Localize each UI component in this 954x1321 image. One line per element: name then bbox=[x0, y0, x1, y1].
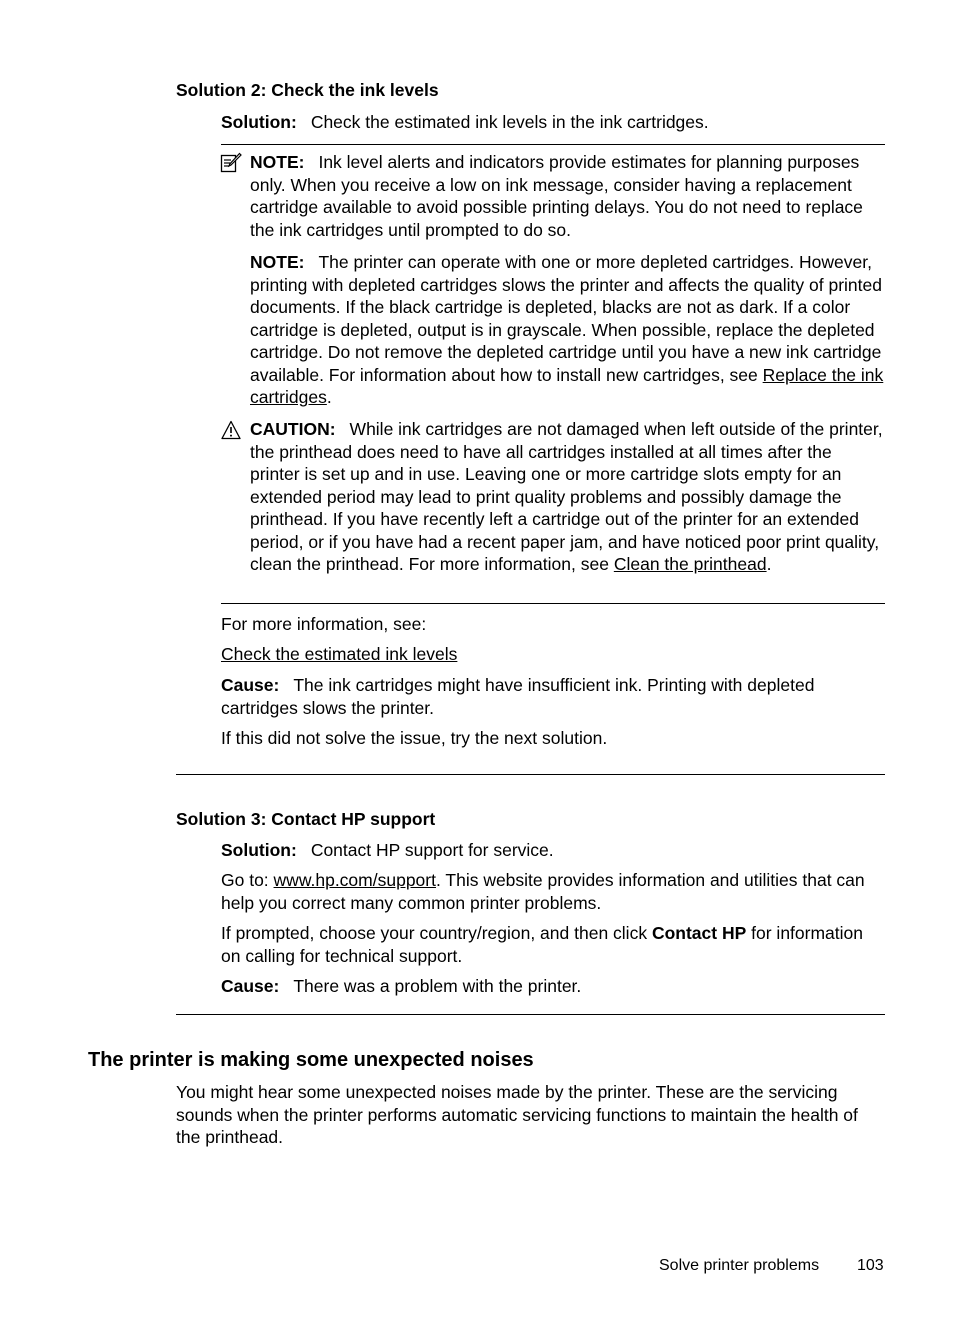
solution-label: Solution: bbox=[221, 840, 297, 860]
check-ink-levels-link[interactable]: Check the estimated ink levels bbox=[221, 644, 458, 664]
caution-icon bbox=[220, 419, 242, 441]
replace-cartridges-link[interactable]: Replace the ink cartridges bbox=[250, 364, 884, 407]
clean-printhead-link[interactable]: Clean the printhead bbox=[613, 554, 767, 574]
cause-label: Cause: bbox=[221, 675, 280, 695]
contact-hp-label: Contact HP bbox=[651, 923, 747, 943]
prompt-paragraph bbox=[221, 922, 886, 967]
hp-support-link[interactable]: www.hp.com/support bbox=[273, 870, 436, 890]
note2: NOTE: The printer can operate with one or more depleted cartridges. However, printing with depleted cartridges slows the printer and affects the quality of printed documents. If the black cartridge is depleted, blacks are not as dark. If a color cartridge is depleted, output is in grayscale. When possible, replace the depleted cartridge. Do not remove the depleted cartridge until you have a new ink cartridge available. For information about how to install new cartridges, see Replace the ink cartridges. bbox=[250, 252, 884, 407]
solution3-divider bbox=[176, 1014, 885, 1015]
solution2-divider bbox=[176, 774, 885, 775]
note-bottom-rule bbox=[221, 603, 885, 604]
solution2-heading: Solution 2: Check the ink levels bbox=[176, 80, 439, 100]
note-icon bbox=[220, 152, 242, 174]
solution-label: Solution: bbox=[221, 112, 297, 132]
next-solution-text: If this did not solve the issue, try the next solution. bbox=[221, 728, 608, 748]
noises-body: You might hear some unexpected noises made by the printer. These are the servicing sounds when the printer performs automatic servicing functions to maintain the health of the printhead. bbox=[176, 1082, 858, 1147]
solution-text: Contact HP support for service. bbox=[310, 840, 554, 860]
prompt-prefix: If prompted, choose your country/region, and then click bbox=[221, 923, 648, 943]
solution-text: Check the estimated ink levels in the ink cartridges. bbox=[310, 112, 709, 132]
goto-prefix: Go to: bbox=[221, 870, 269, 890]
page-number: 103 bbox=[857, 1257, 884, 1274]
cause-text: The ink cartridges might have insufficient ink. Printing with depleted cartridges slows the printer. bbox=[221, 675, 815, 718]
caution-text: While ink cartridges are not damaged when left outside of the printer, the printhead does need to have all cartridges installed at all times after the printer is set up and in use. Leaving one or more cartridge slots empty for an extended period may lead to print quality problems and possibly damage the printhead. If you have recently left a cartridge out of the printer for an extended period, or if you have had a recent paper jam, and have noticed poor print quality, clean the printhead. For more information, see bbox=[250, 419, 883, 574]
goto-suffix: . This website provides information and utilities that can help you correct many common printer problems. bbox=[221, 870, 865, 913]
solution3-solution bbox=[221, 839, 886, 862]
more-info: For more information, see: bbox=[221, 614, 427, 634]
solution2-solution bbox=[221, 111, 886, 134]
note1 bbox=[250, 151, 886, 241]
solution3-heading: Solution 3: Contact HP support bbox=[176, 809, 436, 829]
prompt-suffix: for information on calling for technical support. bbox=[221, 923, 863, 966]
note1-text: Ink level alerts and indicators provide estimates for planning purposes only. When you receive a low on ink message, consider having a replacement cartridge available to avoid possible printing delays. You do not need to replace the ink cartridges until prompted to do so. bbox=[250, 152, 863, 240]
cause-text: There was a problem with the printer. bbox=[293, 976, 582, 996]
noises-heading: The printer is making some unexpected noises bbox=[88, 1049, 534, 1071]
solution2-cause bbox=[221, 674, 886, 719]
goto-paragraph bbox=[221, 869, 886, 914]
solution3-cause bbox=[221, 975, 886, 998]
note2-label: NOTE: bbox=[250, 252, 305, 272]
caution-label: CAUTION: bbox=[250, 419, 336, 439]
cause-label: Cause: bbox=[221, 976, 280, 996]
caution: CAUTION: While ink cartridges are not damaged when left outside of the printer, the printhead does need to have all cartridges installed at all times after the printer is set up and in use. Leaving one or more cartridge slots empty for an extended period may lead to print quality problems and possibly damage the printhead. If you have recently left a cartridge out of the printer for an extended period, or if you have had a recent paper jam, and have noticed poor print quality, clean the printhead. For more information, see Clean the printhead. bbox=[250, 419, 883, 574]
note-top-rule bbox=[221, 144, 885, 145]
footer-section: Solve printer problems bbox=[659, 1257, 820, 1274]
note1-label: NOTE: bbox=[250, 152, 305, 172]
more-info-link-line bbox=[221, 643, 886, 666]
note2-text: The printer can operate with one or more depleted cartridges. However, printing with depleted cartridges slows the printer and affects the quality of printed documents. If the black cartridge is depleted, blacks are not as dark. If a color cartridge is depleted, output is in grayscale. When possible, replace the depleted cartridge. Do not remove the depleted cartridge until you have a new ink cartridge available. For information about how to install new cartridges, see bbox=[250, 252, 882, 385]
